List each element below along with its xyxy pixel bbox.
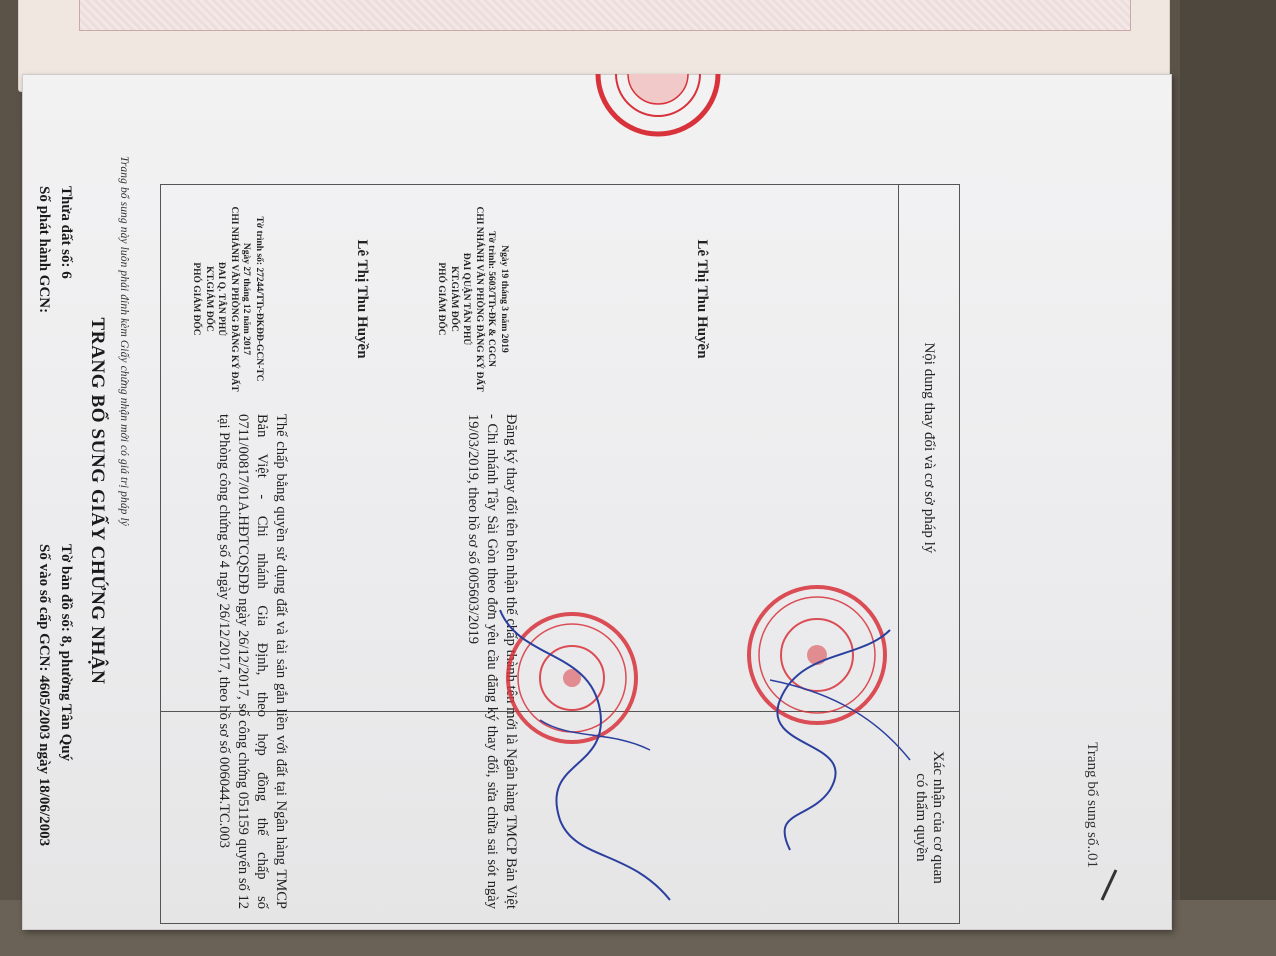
entry-1-signer: Lê Thị Thu Huyền — [354, 239, 370, 359]
signature-2 — [480, 600, 690, 910]
entry-1-certification: Tờ trình số: 27244/TTr-ĐKĐĐ-GCN-TC Ngày 27 tháng 12 năm 2017 CHI NHÁNH VĂN PHÒNG ĐĂNG KÝ ĐẤT ĐAI Q. TÂN PHÚ KT.GIÁM ĐỐC PHÓ GIÁM ĐỐC — [191, 206, 264, 392]
entry-2-certification: Ngày 19 tháng 3 năm 2019 Tờ trình: 5603/TTr-ĐK & CGCN CHI NHÁNH VĂN PHÒNG ĐĂNG KÝ ĐẤT ĐAI QUẬN TÂN PHÚ KT.GIÁM ĐỐC PHÓ GIÁM ĐỐC — [436, 206, 509, 392]
col-content-header: Nội dung thay đổi và cơ sở pháp lý — [899, 185, 960, 712]
signature-1 — [740, 620, 940, 870]
entry-2-signer: Lê Thị Thu Huyền — [694, 239, 710, 359]
background-surface-right — [1180, 0, 1276, 956]
entry-1-content: Thế chấp bằng quyền sử dụng đất và tài sản gắn liền với đất tại Ngân hàng TMCP Bản Việt - Chi nhánh Gia Định, theo hợp đồng thế chấp số 0711/00817/01A.HĐTCQSDĐ ngày 26/12/2017, số công chứng 051159 quyển số 12 tại Phòng công chứng số 4 ngày 26/12/2017, theo hồ sơ số 006044.TC.003 — [216, 414, 289, 909]
attachment-note: Trang bổ sung này luôn phải đính kèm Giấy chứng nhận mới có giá trị pháp lý — [118, 156, 130, 526]
staple-mark — [1094, 866, 1124, 906]
so-vao-so-field: Số vào sổ cấp GCN: 4605/2003 ngày 18/06/2003 — [36, 544, 52, 847]
page-number-footer: Trang bổ sung số..01 — [1084, 742, 1100, 868]
decorative-border-pattern — [79, 0, 1131, 31]
so-phat-hanh-field: Số phát hành GCN: — [36, 186, 52, 314]
page-title: TRANG BỔ SUNG GIẤY CHỨNG NHẬN — [87, 317, 108, 685]
thua-dat-field: Thửa đất số: 6 — [58, 186, 74, 279]
to-ban-do-field: Tờ bản đồ số: 8, phường Tân Quý — [58, 544, 74, 762]
col-cert-header: Xác nhận của cơ quan có thẩm quyền — [899, 711, 960, 923]
entry-2-content: Đăng ký thay đổi tên bên nhận thế chấp thành tên mới là Ngân hàng TMCP Bản Việt - Chi nhánh Tây Sài Gòn theo đơn yêu cầu đăng ký thay đổi, sửa chữa sai sót ngày 19/03/2019, theo hồ sơ số 005603/2019 — [465, 414, 519, 909]
